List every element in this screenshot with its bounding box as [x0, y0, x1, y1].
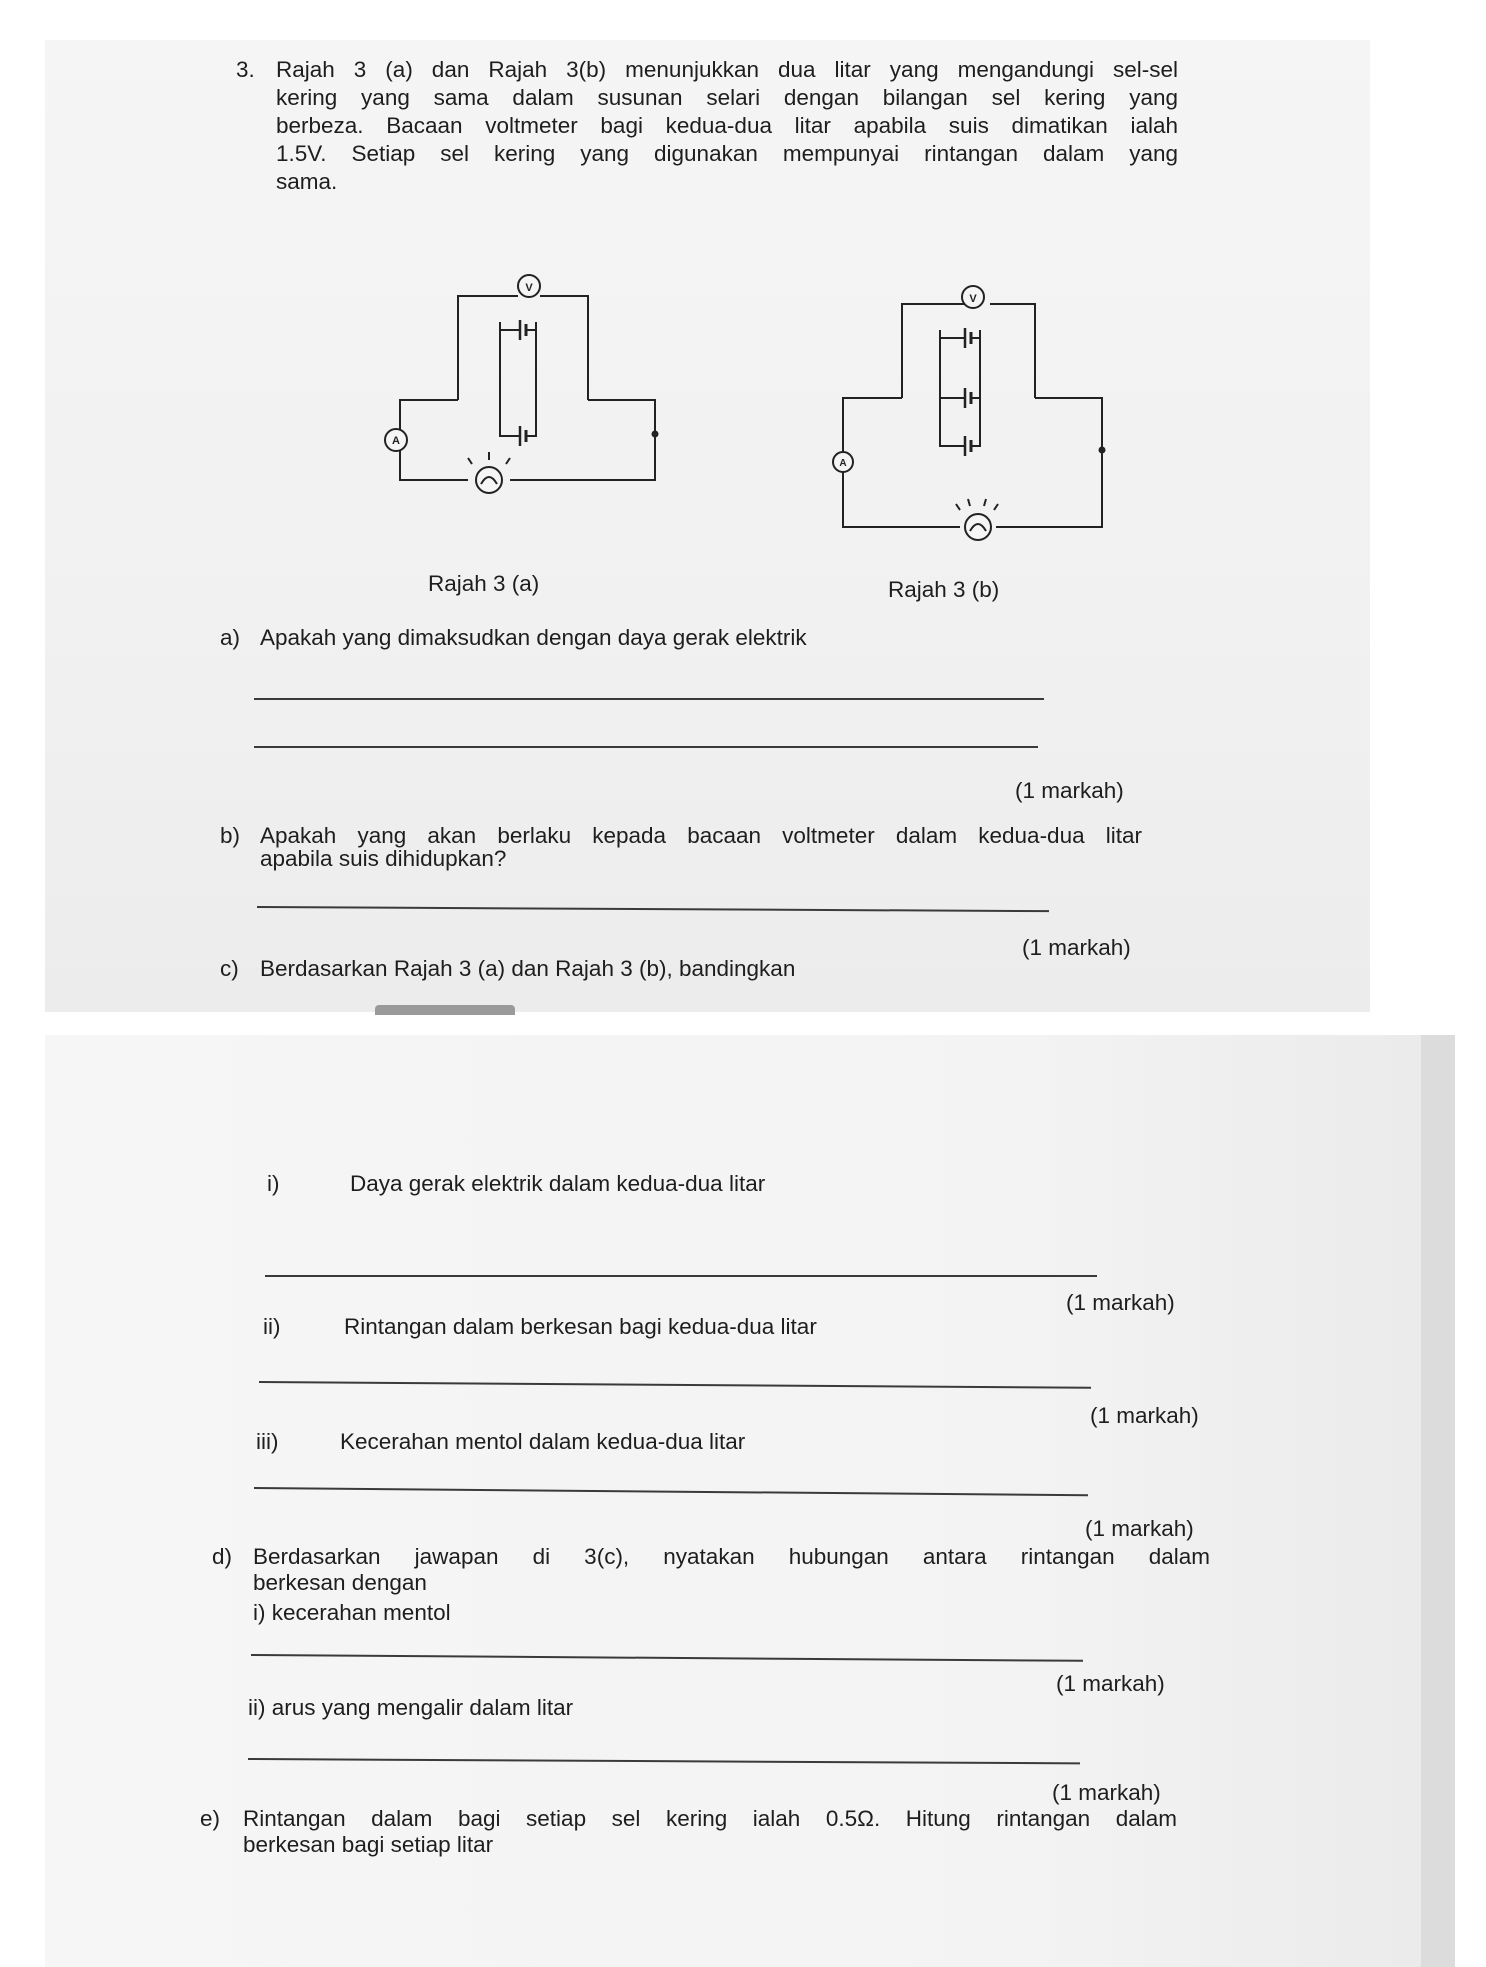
- ammeter-a-label: A: [392, 435, 400, 447]
- intro-line-2: kering yang sama dalam susunan selari dengan bilangan sel kering yang: [276, 85, 1178, 110]
- intro-line-1: Rajah 3 (a) dan Rajah 3(b) menunjukkan dua litar yang mengandungi sel-sel: [276, 57, 1178, 82]
- voltmeter-wire: [458, 296, 588, 400]
- part-a-answer-line-2[interactable]: [254, 746, 1038, 748]
- part-c-item-2-text: Rintangan dalam berkesan bagi kedua-dua litar: [344, 1314, 817, 1339]
- part-c-item-2-marks: (1 markah): [1090, 1403, 1199, 1428]
- part-b-question-line-1: Apakah yang akan berlaku kepada bacaan voltmeter dalam kedua-dua litar: [260, 823, 1142, 848]
- worksheet-page-top: [45, 40, 1370, 1012]
- cell-top-wire: [500, 322, 536, 330]
- figure-b-caption: Rajah 3 (b): [888, 577, 1000, 602]
- part-a-label: a): [220, 625, 241, 650]
- part-b-marks: (1 markah): [1022, 935, 1131, 960]
- part-e-question-line-1: Rintangan dalam bagi setiap sel kering ialah 0.5Ω. Hitung rintangan dalam: [243, 1806, 1177, 1831]
- part-d-item-2-marks: (1 markah): [1052, 1780, 1161, 1805]
- part-a-answer-line-1[interactable]: [254, 698, 1044, 700]
- intro-line-3: berbeza. Bacaan voltmeter bagi kedua-dua litar apabila suis dimatikan ialah: [276, 113, 1178, 138]
- ammeter-b-label: A: [839, 458, 847, 469]
- cell-3-wire: [940, 440, 980, 446]
- intro-line-5: sama.: [276, 169, 338, 194]
- part-c-item-2-label: ii): [263, 1314, 281, 1339]
- cell-2-wire: [940, 392, 980, 398]
- binder-clip-shadow: [375, 1005, 515, 1015]
- figure-a-caption: Rajah 3 (a): [428, 571, 540, 596]
- circuit-diagram-b: [810, 280, 1130, 540]
- question-number: 3.: [236, 57, 255, 82]
- cell-1-wire: [940, 330, 980, 338]
- switch-b: [1100, 448, 1105, 453]
- bulb-a: [468, 452, 510, 493]
- intro-line-4: 1.5V. Setiap sel kering yang digunakan mempunyai rintangan dalam yang: [276, 141, 1178, 166]
- part-a-marks: (1 markah): [1015, 778, 1124, 803]
- part-d-item-1-text: i) kecerahan mentol: [253, 1600, 451, 1625]
- part-d-label: d): [212, 1544, 233, 1569]
- part-a-question: Apakah yang dimaksudkan dengan daya gerak elektrik: [260, 625, 807, 650]
- part-c-item-1-label: i): [267, 1171, 280, 1196]
- part-d-item-2-text: ii) arus yang mengalir dalam litar: [248, 1695, 574, 1720]
- main-loop-wire: [843, 398, 1102, 527]
- part-c-question: Berdasarkan Rajah 3 (a) dan Rajah 3 (b), bandingkan: [260, 956, 796, 981]
- part-e-question-line-2: berkesan bagi setiap litar: [243, 1832, 494, 1857]
- part-c-item-3-text: Kecerahan mentol dalam kedua-dua litar: [340, 1429, 746, 1454]
- part-c-item-1-text: Daya gerak elektrik dalam kedua-dua litar: [350, 1171, 766, 1196]
- part-c-item-1-answer-line[interactable]: [265, 1275, 1097, 1277]
- part-c-label: c): [220, 956, 239, 981]
- part-c-item-1-marks: (1 markah): [1066, 1290, 1175, 1315]
- voltmeter-b-label: V: [969, 293, 977, 305]
- part-e-label: e): [200, 1806, 221, 1831]
- part-d-item-1-marks: (1 markah): [1056, 1671, 1165, 1696]
- part-d-question-line-2: berkesan dengan: [253, 1570, 427, 1595]
- part-c-item-3-label: iii): [256, 1429, 279, 1454]
- part-b-question-line-2: apabila suis dihidupkan?: [260, 846, 507, 871]
- switch-a: [653, 432, 658, 437]
- part-d-question-line-1: Berdasarkan jawapan di 3(c), nyatakan hubungan antara rintangan dalam: [253, 1544, 1210, 1569]
- voltmeter-wire: [902, 304, 1035, 398]
- circuit-diagram-a: [360, 262, 680, 512]
- part-b-label: b): [220, 823, 241, 848]
- bulb-b: [956, 499, 998, 540]
- cell-bottom-wire: [500, 432, 536, 436]
- part-c-item-3-marks: (1 markah): [1085, 1516, 1194, 1541]
- voltmeter-a-label: V: [525, 282, 533, 294]
